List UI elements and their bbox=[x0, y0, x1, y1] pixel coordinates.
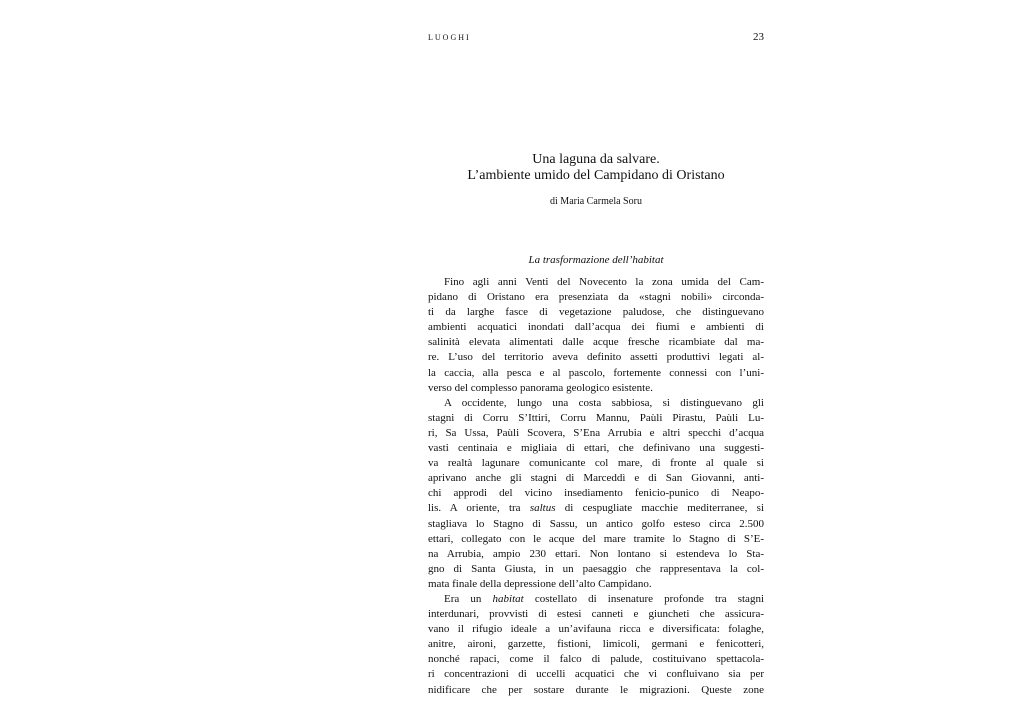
body-line-text: pidano di Oristano era presenziata da «stagni nobili» circonda- bbox=[428, 291, 764, 304]
body-line bbox=[428, 562, 764, 577]
body-line-text: na Arrubia, ampio 230 ettari. Non lontano si estendeva lo Sta- bbox=[428, 547, 764, 560]
body-line bbox=[428, 622, 764, 637]
body-line-text: gno di Santa Giusta, in un paesaggio che rappresentava la col- bbox=[428, 562, 764, 575]
body-line-text: A occidente, lungo una costa sabbiosa, si distinguevano gli bbox=[444, 396, 764, 409]
running-head bbox=[428, 31, 764, 43]
body-line-text: ri concentrazioni di uccelli acquatici che vi confluivano sia per bbox=[428, 668, 764, 681]
body-line-text: ri, Sa Ussa, Paùli Scovera, S’Ena Arrubia e altri specchi d’acqua bbox=[428, 426, 764, 439]
body-line bbox=[428, 486, 764, 501]
italic-term: saltus bbox=[529, 502, 556, 515]
body-line-text: va realtà lagunare comunicante col mare, di fronte al quale si bbox=[428, 457, 764, 470]
body-line bbox=[428, 441, 764, 456]
body-line-text: re. L’uso del territorio aveva definito assetti produttivi legati al- bbox=[428, 351, 764, 364]
author-byline: di Maria Carmela Soru bbox=[550, 196, 642, 207]
body-line-text: vasti centinaia e migliaia di ettari, che definivano una suggesti- bbox=[428, 442, 764, 455]
body-line bbox=[428, 592, 764, 607]
title-block bbox=[428, 152, 764, 207]
body-line bbox=[428, 411, 764, 426]
body-line bbox=[428, 577, 764, 592]
body-line-text: interdunari, provvisti di estesi canneti e giuncheti che assicura- bbox=[428, 608, 764, 621]
body-line-text: mata finale della depressione dell’alto Campidano. bbox=[428, 577, 652, 590]
body-line bbox=[428, 547, 764, 562]
body-line bbox=[428, 607, 764, 622]
section-label: LUOGHI bbox=[428, 33, 471, 42]
body-line bbox=[428, 335, 764, 350]
body-line-text: la caccia, alla pesca e al pascolo, fortemente connessi con l’uni- bbox=[428, 366, 764, 379]
article-title-line-2: L’ambiente umido del Campidano di Oristano bbox=[467, 168, 725, 183]
body-line bbox=[428, 366, 764, 381]
section-heading: La trasformazione dell’habitat bbox=[528, 254, 664, 266]
body-line-text: chi approdi del vicino insediamento fenicio-punico di Neapo- bbox=[428, 487, 764, 500]
body-line bbox=[428, 350, 764, 365]
body-line bbox=[428, 667, 764, 682]
page-number: 23 bbox=[753, 31, 764, 43]
body-line-text: salinità elevata alimentati dalle acque fresche ricambiate dal ma- bbox=[428, 336, 764, 349]
body-line-text: stagni di Corru S’Ittiri, Corru Mannu, Paùli Pirastu, Paùli Lu- bbox=[428, 411, 764, 424]
article-title-line-1: Una laguna da salvare. bbox=[532, 152, 660, 167]
body-line bbox=[428, 517, 764, 532]
body-line-text: lis. A oriente, tra bbox=[428, 502, 530, 515]
body-line bbox=[428, 471, 764, 486]
body-line bbox=[428, 320, 764, 335]
body-line bbox=[428, 501, 764, 516]
body-line-text: ambienti acquatici inondati dall’acqua dei fiumi e ambienti di bbox=[428, 321, 764, 334]
body-line bbox=[428, 381, 764, 396]
body-line bbox=[428, 652, 764, 667]
body-line-text: anitre, aironi, garzette, fistioni, limicoli, germani e fenicotteri, bbox=[428, 638, 764, 651]
body-line bbox=[428, 396, 764, 411]
body-line-text-after: di cespugliate macchie mediterranee, si bbox=[555, 502, 765, 515]
article-title bbox=[428, 152, 764, 184]
body-line bbox=[428, 275, 764, 290]
body-line-text: nonché rapaci, come il falco di palude, costituivano spettacola- bbox=[428, 653, 764, 666]
body-line bbox=[428, 637, 764, 652]
body-line-text: stagliava lo Stagno di Sassu, un antico golfo esteso circa 2.500 bbox=[428, 517, 764, 530]
body-line bbox=[428, 290, 764, 305]
body-line bbox=[428, 683, 764, 698]
body-line-text: ettari, collegato con le acque del mare tramite lo Stagno di S’E- bbox=[428, 532, 764, 545]
body-line-text: aprivano anche gli stagni di Marceddì e di San Giovanni, anti- bbox=[428, 472, 764, 485]
italic-term: habitat bbox=[492, 592, 524, 605]
body-line-text: nidificare che per sostare durante le migrazioni. Queste zone bbox=[428, 683, 764, 696]
body-line-text: vano il rifugio ideale a un’avifauna ricca e diversificata: folaghe, bbox=[428, 623, 764, 636]
body-line bbox=[428, 456, 764, 471]
body-line-text: Fino agli anni Venti del Novecento la zona umida del Cam- bbox=[444, 276, 764, 288]
body-text bbox=[428, 275, 764, 698]
body-line-text: ti da larghe fasce di vegetazione paludose, che distinguevano bbox=[428, 306, 764, 319]
body-line bbox=[428, 426, 764, 441]
body-line-text: Era un bbox=[444, 592, 493, 605]
body-line bbox=[428, 532, 764, 547]
body-line-text: verso del complesso panorama geologico esistente. bbox=[428, 381, 653, 394]
body-line-text-after: costellato di insenature profonde tra stagni bbox=[523, 592, 764, 605]
body-line bbox=[428, 305, 764, 320]
